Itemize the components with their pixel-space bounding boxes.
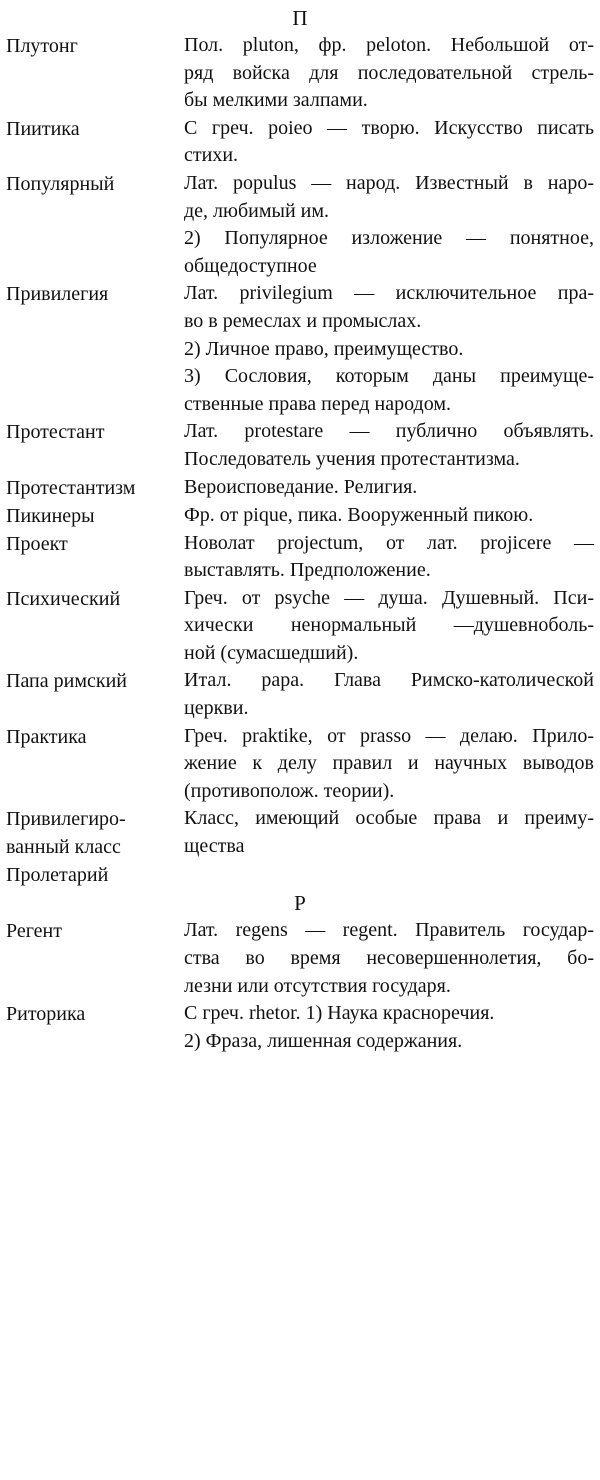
definition-line: Лат. regens — regent. Правитель государ- <box>184 919 594 942</box>
entry-term-line: Папа римский <box>6 670 127 693</box>
entry-definition <box>184 1000 594 1055</box>
entry-definition <box>184 502 594 530</box>
dictionary-entry <box>6 170 594 280</box>
section-letter: П <box>292 6 308 30</box>
definition-line: (противополож. теории). <box>184 779 395 802</box>
entry-definition <box>184 474 594 502</box>
dictionary-entry <box>6 502 594 530</box>
definition-line: щества <box>184 835 245 858</box>
definition-line: жение к делу правил и научных выводов <box>184 752 594 775</box>
definition-line: Лат. protestare — публично объявлять. <box>184 420 594 443</box>
dictionary-entry <box>6 280 594 418</box>
definition-line: Итал. papa. Глава Римско-католической <box>184 669 594 692</box>
entry-term <box>6 280 184 308</box>
definition-line: Последователь учения протестантизма. <box>184 447 520 470</box>
entry-term <box>6 723 184 751</box>
entry-term-line: Психический <box>6 587 121 610</box>
entry-term-line: ванный класс <box>6 836 121 859</box>
definition-paragraph <box>184 474 594 502</box>
dictionary-entry <box>6 418 594 473</box>
dictionary-entry <box>6 32 594 115</box>
entry-term-line: Пролетарий <box>6 864 109 887</box>
definition-paragraph <box>184 502 594 530</box>
entry-term-line: Популярный <box>6 172 115 195</box>
definition-line: Фр. от pique, пика. Вооруженный пикою. <box>184 503 534 526</box>
entry-term <box>6 667 184 695</box>
dictionary-entry <box>6 917 594 1000</box>
definition-line: ственные права перед народом. <box>184 392 452 415</box>
definition-line: Греч. praktike, от prasso — делаю. Прило- <box>184 724 594 747</box>
entry-definition <box>184 32 594 115</box>
definition-paragraph <box>184 805 594 860</box>
entry-term <box>6 585 184 613</box>
definition-paragraph <box>184 363 594 418</box>
definition-line: бы мелкими залпами. <box>184 89 368 112</box>
entry-definition <box>184 280 594 418</box>
dictionary-page <box>6 4 594 1055</box>
definition-paragraph <box>184 225 594 280</box>
section-letter: Р <box>294 891 306 916</box>
entry-term <box>6 170 184 198</box>
definition-paragraph <box>184 917 594 1000</box>
entry-term-line: Протестант <box>6 421 105 444</box>
entry-definition <box>184 115 594 170</box>
entry-term-line: Проект <box>6 532 68 555</box>
entry-term-line: Регент <box>6 920 62 943</box>
entry-definition <box>184 418 594 473</box>
definition-line: С греч. poieo — творю. Искусство писать <box>184 116 594 139</box>
definition-line: де, любимый им. <box>184 199 330 222</box>
definition-line: Новолат projectum, от лат. projicere — <box>184 531 594 554</box>
entry-term-line: Привилегия <box>6 283 109 306</box>
definition-line: Класс, имеющий особые права и преиму- <box>184 807 594 830</box>
entry-definition <box>184 805 594 860</box>
definition-line: хически ненормальный —душевноболь- <box>184 614 594 637</box>
definition-paragraph <box>184 280 594 335</box>
definition-line: Греч. от psyche — душа. Душевный. Пси- <box>184 586 594 609</box>
entry-term <box>6 917 184 945</box>
definition-line: Пол. pluton, фр. peloton. Небольшой от- <box>184 34 594 56</box>
dictionary-entry <box>6 723 594 806</box>
definition-line: Лат. populus — народ. Известный в наро- <box>184 171 594 194</box>
definition-paragraph <box>184 1000 594 1028</box>
dictionary-entry <box>6 1000 594 1055</box>
entry-term <box>6 805 184 889</box>
entry-definition <box>184 667 594 722</box>
definition-line: ряд войска для последовательной стрель- <box>184 61 594 84</box>
entry-term-line: Пикинеры <box>6 504 95 527</box>
dictionary-entry <box>6 530 594 585</box>
dictionary-entry <box>6 474 594 502</box>
definition-paragraph <box>184 32 594 115</box>
definition-paragraph <box>184 418 594 473</box>
dictionary-entry <box>6 667 594 722</box>
entry-term <box>6 115 184 143</box>
definition-line: 3) Сословия, которым даны преимуще- <box>184 365 594 388</box>
entry-definition <box>184 530 594 585</box>
entry-term <box>6 418 184 446</box>
definition-line: 2) Личное право, преимущество. <box>184 337 464 360</box>
entry-definition <box>184 723 594 806</box>
definition-line: 2) Популярное изложение — понятное, <box>184 227 594 250</box>
definition-paragraph <box>184 530 594 585</box>
definition-paragraph <box>184 723 594 806</box>
definition-line: ства во время несовершеннолетия, бо- <box>184 947 594 970</box>
dictionary-entry <box>6 115 594 170</box>
definition-line: выставлять. Предположение. <box>184 559 431 582</box>
entry-term <box>6 32 184 60</box>
definition-line: ной (сумасшедший). <box>184 641 359 664</box>
definition-line: общедоступное <box>184 254 317 277</box>
definition-line: стихи. <box>184 144 239 167</box>
definition-paragraph <box>184 336 594 364</box>
definition-line: Лат. privilegium — исключительное пра- <box>184 282 594 305</box>
definition-line: церкви. <box>184 697 249 720</box>
entry-term-line: Пиитика <box>6 117 80 140</box>
entry-term <box>6 474 184 502</box>
definition-line: лезни или отсутствия государя. <box>184 974 451 997</box>
entry-term <box>6 502 184 530</box>
definition-paragraph <box>184 115 594 170</box>
entry-term-line: Привилегиро- <box>6 808 126 831</box>
definition-line: Вероисповедание. Религия. <box>184 475 418 498</box>
definition-paragraph <box>184 1028 594 1056</box>
definition-line: С греч. rhetor. 1) Наука красноречия. <box>184 1002 495 1025</box>
definition-line: во в ремеслах и промыслах. <box>184 309 422 332</box>
dictionary-entry <box>6 585 594 668</box>
entry-term-line: Протестантизм <box>6 476 136 499</box>
entry-term-line: Плутонг <box>6 35 78 57</box>
entry-term <box>6 1000 184 1028</box>
entry-definition <box>184 585 594 668</box>
entry-definition <box>184 917 594 1000</box>
entry-term-line: Практика <box>6 725 87 748</box>
definition-paragraph <box>184 667 594 722</box>
definition-paragraph <box>184 585 594 668</box>
entry-term <box>6 530 184 558</box>
definition-line: 2) Фраза, лишенная содержания. <box>184 1029 463 1052</box>
dictionary-entry <box>6 805 594 889</box>
definition-paragraph <box>184 170 594 225</box>
entry-definition <box>184 170 594 280</box>
entry-term-line: Риторика <box>6 1003 86 1026</box>
